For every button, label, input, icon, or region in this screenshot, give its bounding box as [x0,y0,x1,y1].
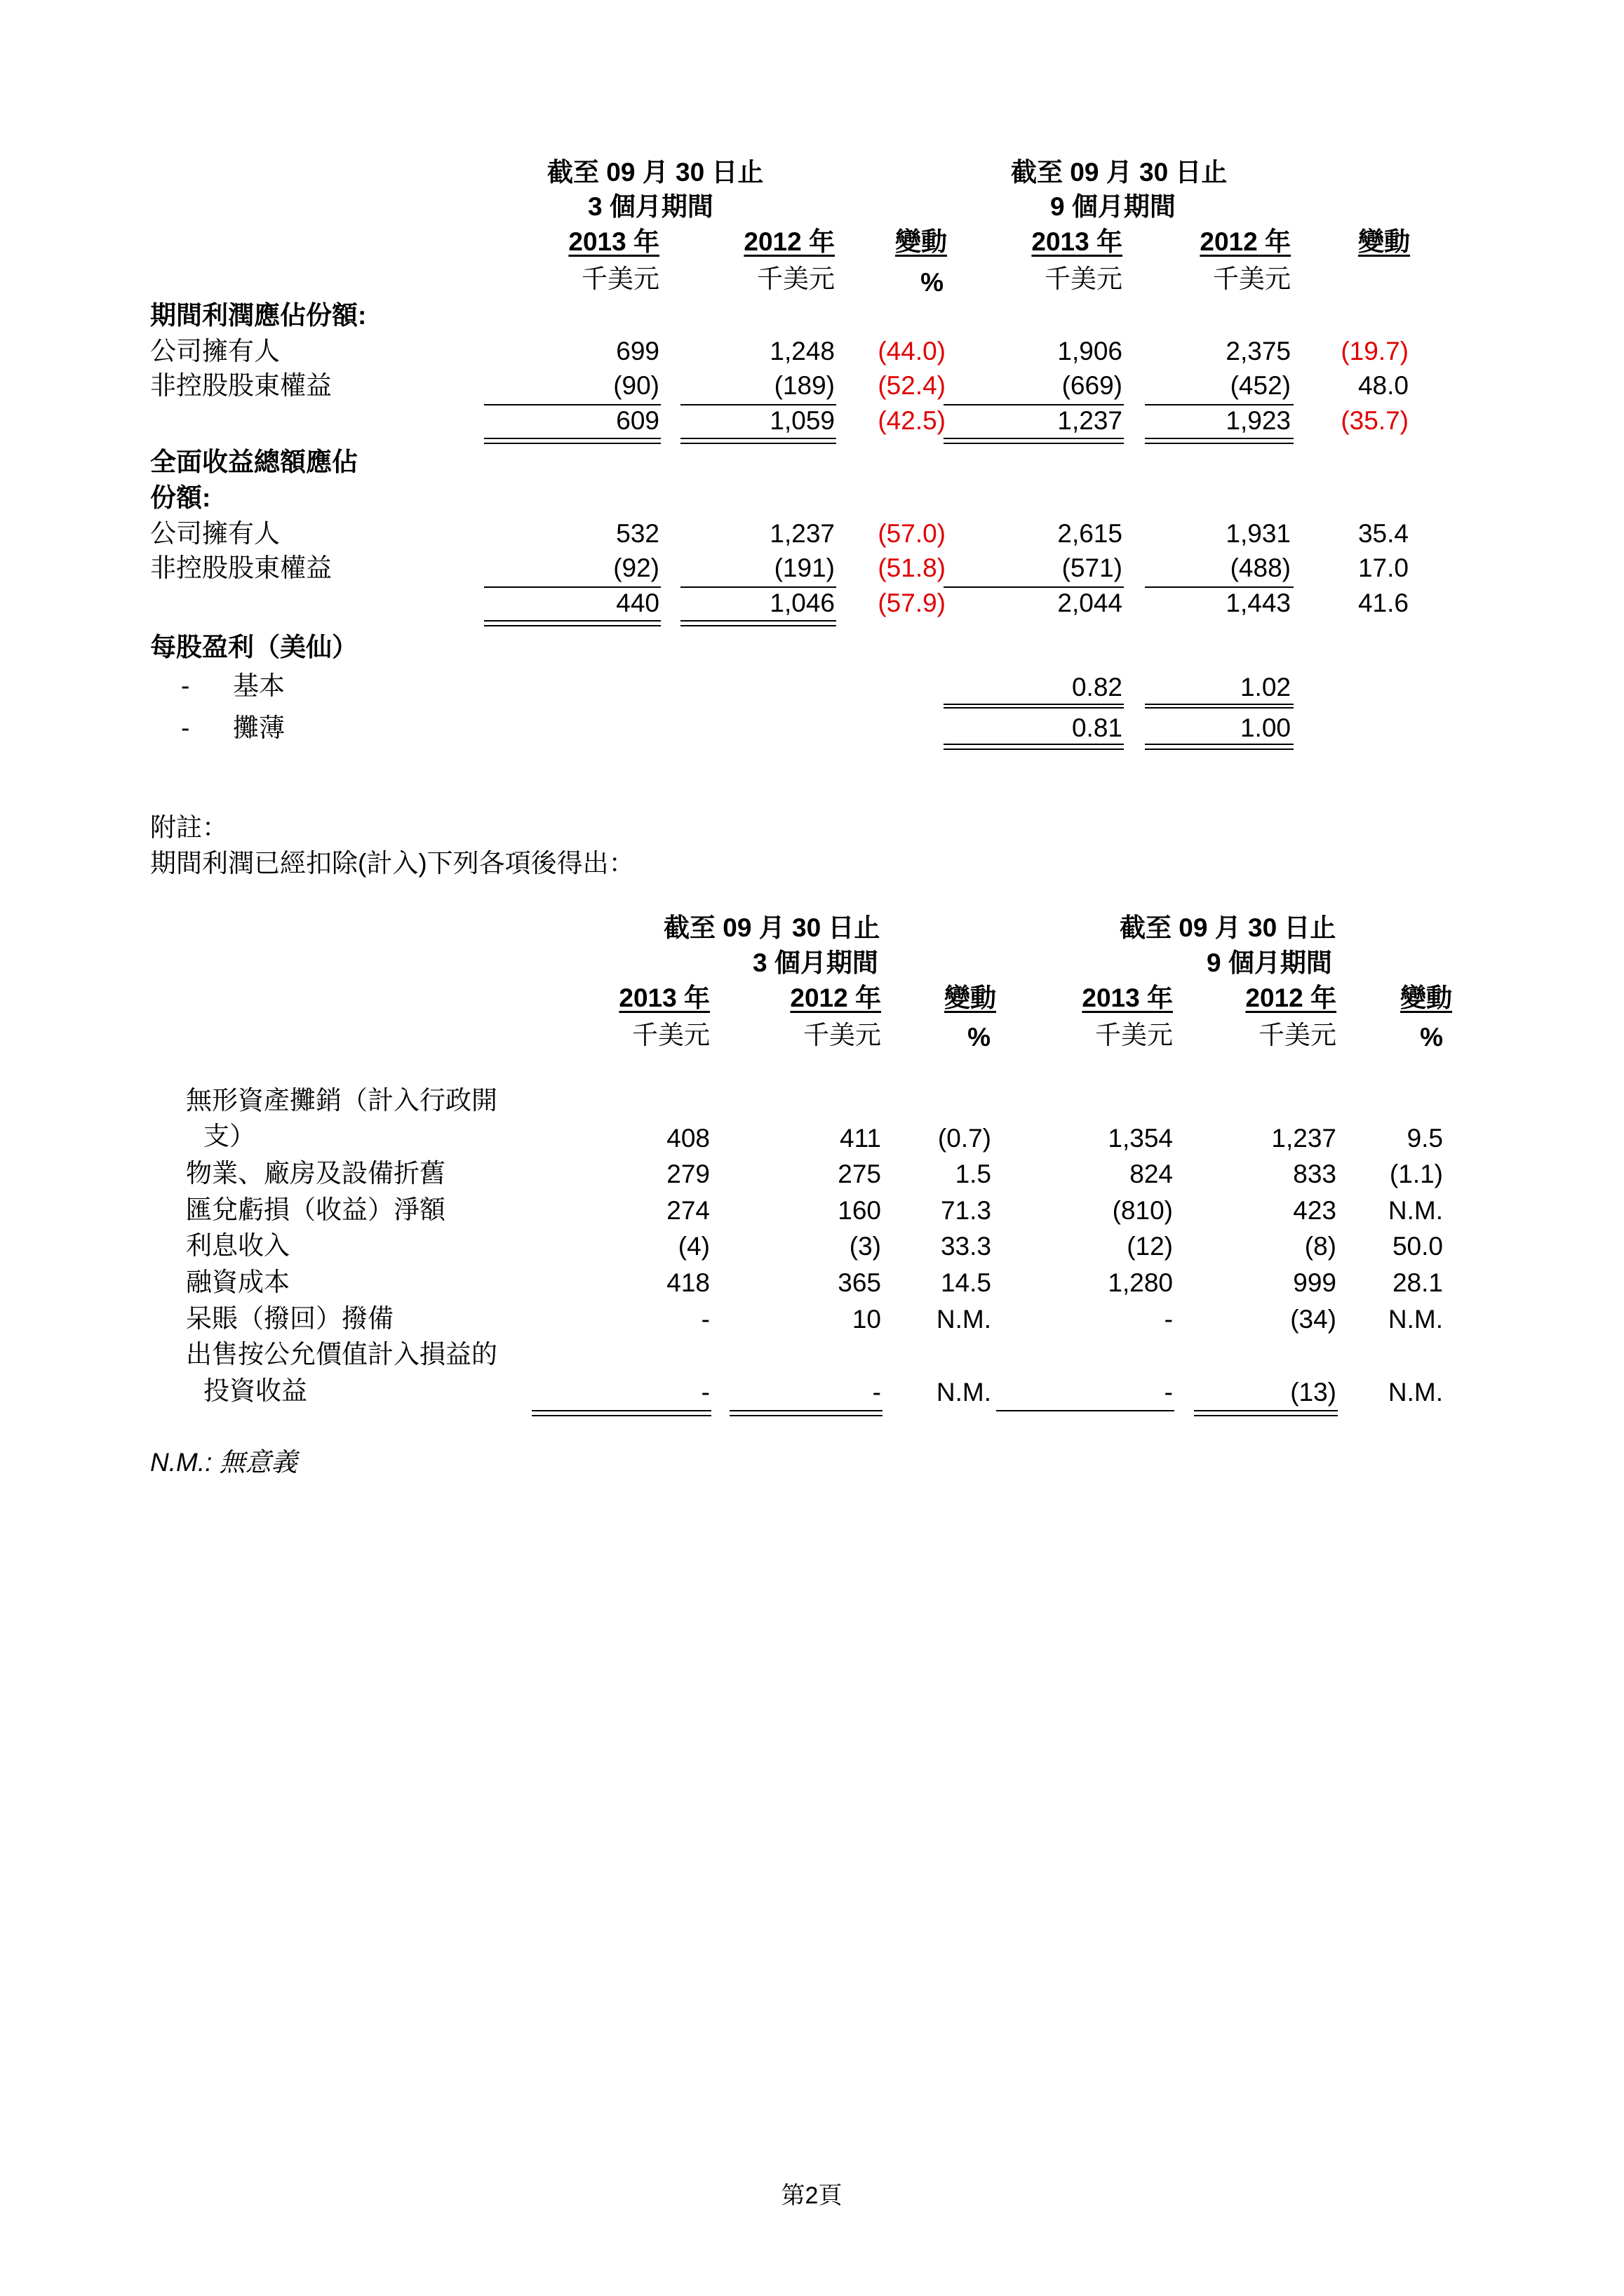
cell-qchg: (42.5) [878,406,946,435]
cell-q2013: 440 [616,589,659,617]
row-label-2: 投資收益 [203,1376,307,1405]
cell-qchg: (57.0) [878,519,946,548]
t1-col-n2012: 2012 年 [1200,227,1291,256]
cell-n2013: 0.81 [1071,713,1122,742]
cell-n2012: (13) [1290,1378,1336,1407]
cell-n2013: (12) [1127,1232,1173,1261]
t1-eps-line [944,704,1124,705]
row-label: 公司擁有人 [150,519,280,548]
t2-unit-q2013: 千美元 [632,1021,710,1049]
row-label: 無形資產攤銷（計入行政開 [186,1086,497,1115]
cell-n2013: - [1164,1305,1173,1334]
cell-nchg: 28.1 [1392,1268,1443,1297]
t1-section-comp-2: 份額: [150,483,211,512]
t1-total-double-line [484,620,661,626]
t2-period-q: 截至 09 月 30 日止 [664,913,880,942]
cell-qchg: 71.3 [940,1196,991,1225]
cell-q2013: 418 [666,1268,710,1297]
t2-period-9: 截至 09 月 30 日止 [1120,913,1336,942]
cell-nchg: 41.6 [1357,589,1409,617]
t1-unit-q2012: 千美元 [757,264,835,293]
cell-q2013: - [701,1305,710,1334]
row-label: 基本 [233,671,285,700]
cell-n2013: 1,354 [1108,1124,1173,1153]
t1-section-eps: 每股盈利（美仙） [150,633,358,662]
t1-total-double-line [944,438,1124,444]
row-label: 呆賬（撥回）撥備 [186,1304,394,1333]
t1-eps-line [1145,707,1294,709]
cell-n2013: 2,044 [1057,589,1122,617]
t1-unit-q2013: 千美元 [582,264,659,293]
t2-unit-n2012: 千美元 [1259,1021,1336,1049]
cell-n2013: 824 [1129,1160,1173,1188]
cell-q2012: 365 [838,1268,881,1297]
cell-qchg: 1.5 [955,1160,991,1188]
page-number: 第2頁 [781,2182,843,2209]
cell-qchg: (0.7) [937,1124,991,1153]
cell-qchg: (44.0) [878,337,946,365]
cell-q2013: 609 [616,406,659,435]
t1-col-qchg: 變動 [895,227,947,256]
cell-nchg: (35.7) [1341,406,1409,435]
cell-n2012: 423 [1293,1196,1336,1225]
row-dash: - [181,671,190,700]
cell-nchg: 50.0 [1392,1232,1443,1261]
t1-eps-line [944,707,1124,709]
cell-q2012: 275 [838,1160,881,1188]
t1-col-n2013: 2013 年 [1031,227,1122,256]
cell-q2013: (4) [678,1232,710,1261]
notes-intro: 期間利潤已經扣除(計入)下列各項後得出： [150,849,635,878]
cell-n2012: 1,237 [1271,1124,1336,1153]
t2-pct-q: % [967,1023,991,1052]
t1-eps-line [1145,704,1294,705]
cell-qchg: N.M. [936,1305,991,1334]
cell-n2013: 1,237 [1057,406,1122,435]
t2-period-9-sub: 9 個月期間 [1207,948,1332,977]
t1-total-double-line [680,438,836,444]
t2-period-q-sub: 3 個月期間 [753,948,878,977]
row-label: 非控股股東權益 [150,371,332,400]
cell-q2012: (3) [849,1232,881,1261]
t1-col-nchg: 變動 [1358,227,1410,256]
cell-q2012: 10 [852,1305,881,1334]
cell-n2013: (669) [1061,371,1122,400]
cell-nchg: (1.1) [1389,1160,1443,1188]
cell-n2012: 1.02 [1240,673,1291,701]
cell-nchg: 17.0 [1357,553,1409,582]
cell-n2012: (34) [1290,1305,1336,1334]
cell-nchg: 48.0 [1357,371,1409,400]
cell-n2013: 1,906 [1057,337,1122,365]
t2-col-q2013: 2013 年 [619,983,710,1012]
t1-period-9: 截至 09 月 30 日止 [1011,158,1228,187]
cell-nchg: N.M. [1388,1378,1443,1407]
cell-q2012: 160 [838,1196,881,1225]
cell-n2013: (810) [1112,1196,1173,1225]
t2-col-qchg: 變動 [944,983,996,1012]
cell-q2013: 532 [616,519,659,548]
row-label: 融資成本 [186,1268,290,1296]
row-label: 非控股股東權益 [150,553,332,582]
t2-unit-n2013: 千美元 [1095,1021,1173,1049]
cell-q2012: 1,059 [770,406,835,435]
cell-qchg: 14.5 [940,1268,991,1297]
row-label: 匯兌虧損（收益）淨額 [186,1195,445,1224]
t2-total-double-line [730,1410,883,1416]
cell-q2013: 408 [666,1124,710,1153]
cell-n2013: (571) [1061,553,1122,582]
t2-pct-n: % [1420,1023,1443,1052]
t2-col-n2012: 2012 年 [1245,983,1336,1012]
t2-total-double-line [1194,1410,1338,1416]
cell-n2012: (452) [1230,371,1291,400]
cell-q2013: 274 [666,1196,710,1225]
cell-q2012: - [872,1378,881,1407]
cell-n2013: 0.82 [1071,673,1122,701]
row-dash: - [181,713,190,742]
cell-nchg: N.M. [1388,1196,1443,1225]
t1-period-q-sub: 3 個月期間 [588,192,713,221]
cell-n2012: 833 [1293,1160,1336,1188]
cell-nchg: 9.5 [1407,1124,1443,1153]
cell-q2013: 699 [616,337,659,365]
cell-q2013: - [701,1378,710,1407]
cell-n2012: (8) [1304,1232,1336,1261]
cell-nchg: N.M. [1388,1305,1443,1334]
cell-q2012: 1,046 [770,589,835,617]
t1-col-q2013: 2013 年 [568,227,659,256]
t2-col-nchg: 變動 [1400,983,1452,1012]
cell-qchg: N.M. [936,1378,991,1407]
cell-q2012: 1,237 [770,519,835,548]
t2-col-q2012: 2012 年 [790,983,881,1012]
cell-n2012: (488) [1230,553,1291,582]
t1-unit-n2013: 千美元 [1045,264,1122,293]
cell-q2013: (92) [613,553,659,582]
cell-n2013: 2,615 [1057,519,1122,548]
t1-col-q2012: 2012 年 [744,227,835,256]
t1-total-double-line [1145,438,1294,444]
t1-period-9-sub: 9 個月期間 [1050,192,1176,221]
t2-total-line [996,1410,1174,1411]
row-label: 公司擁有人 [150,337,280,365]
cell-q2012: (191) [774,553,835,582]
t2-unit-q2012: 千美元 [803,1021,881,1049]
cell-q2013: 279 [666,1160,710,1188]
row-label-2: 支） [203,1122,255,1150]
cell-nchg: 35.4 [1357,519,1409,548]
cell-q2012: 1,248 [770,337,835,365]
cell-n2012: 999 [1293,1268,1336,1297]
cell-q2012: 411 [840,1124,881,1153]
cell-n2012: 1,931 [1226,519,1291,548]
t1-unit-n2012: 千美元 [1213,264,1291,293]
row-label: 物業、廠房及設備折舊 [186,1159,445,1188]
row-label: 利息收入 [186,1231,290,1260]
footnote-nm: N.M.: 無意義 [150,1448,297,1477]
t2-total-double-line [532,1410,711,1416]
t1-total-double-line [1145,744,1294,750]
t1-pct-q: % [920,268,944,297]
cell-n2012: 1.00 [1240,713,1291,742]
cell-n2012: 1,443 [1226,589,1291,617]
t2-col-n2013: 2013 年 [1082,983,1173,1012]
row-label: 出售按公允價值計入損益的 [186,1340,497,1369]
row-label: 攤薄 [233,713,285,742]
t1-total-double-line [680,620,836,626]
t1-section-comp: 全面收益總額應佔 [150,448,358,476]
cell-qchg: (57.9) [878,589,946,617]
notes-title: 附註： [150,813,228,842]
cell-q2012: (189) [774,371,835,400]
t1-total-double-line [944,744,1124,750]
cell-n2012: 2,375 [1226,337,1291,365]
cell-nchg: (19.7) [1341,337,1409,365]
cell-qchg: 33.3 [940,1232,991,1261]
cell-qchg: (51.8) [878,553,946,582]
cell-n2013: - [1164,1378,1173,1407]
t1-section-profit: 期間利潤應佔份額: [150,301,367,330]
t1-total-double-line [484,438,661,444]
t1-period-q: 截至 09 月 30 日止 [547,158,764,187]
cell-n2013: 1,280 [1108,1268,1173,1297]
cell-n2012: 1,923 [1226,406,1291,435]
cell-qchg: (52.4) [878,371,946,400]
cell-q2013: (90) [613,371,659,400]
